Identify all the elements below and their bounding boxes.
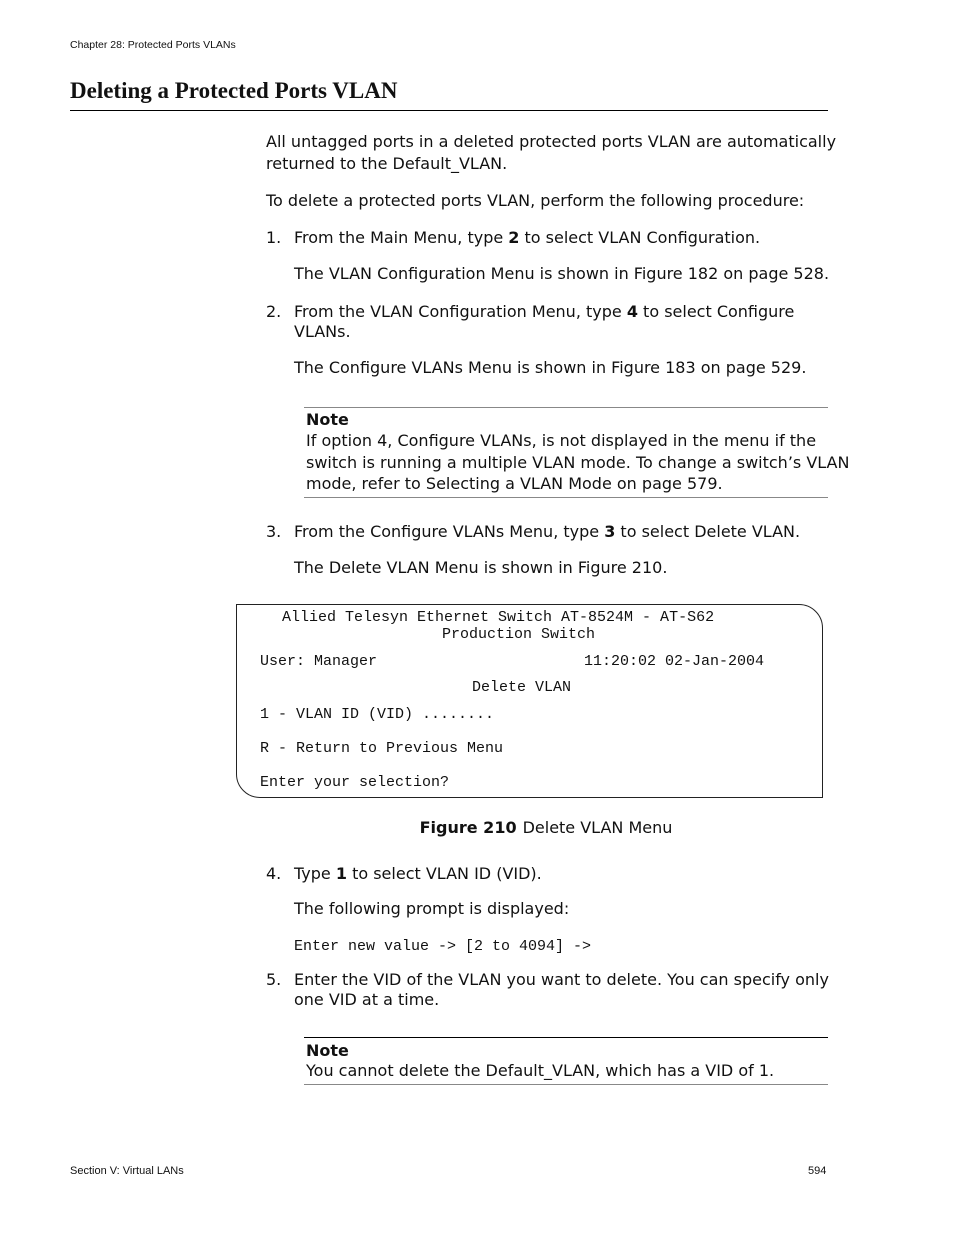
note-line: If option 4, Configure VLANs, is not displayed in the menu if the xyxy=(306,431,817,450)
screen-header-line-2: Production Switch xyxy=(442,626,596,643)
screen-menu-title: Delete VLAN xyxy=(472,679,572,696)
step-text-line-2: VLANs. xyxy=(294,322,351,341)
screen-user: User: Manager xyxy=(260,653,378,670)
step-text-line-2: one VID at a time. xyxy=(294,990,440,1009)
intro-line-1: All untagged ports in a deleted protected ports VLAN are automatically xyxy=(266,132,837,151)
screen-prompt: Enter your selection? xyxy=(260,774,450,791)
intro-line-3: To delete a protected ports VLAN, perform the following procedure: xyxy=(266,191,805,210)
screen-header-line-1: Allied Telesyn Ethernet Switch AT-8524M - AT-S62 xyxy=(282,609,715,626)
step-result: The Configure VLANs Menu is shown in Figure 183 on page 529. xyxy=(294,358,807,377)
step-result: The VLAN Configuration Menu is shown in Figure 182 on page 528. xyxy=(294,264,830,283)
note-top-rule xyxy=(304,1037,828,1038)
step-number: 3. xyxy=(266,522,282,541)
note-label: Note xyxy=(306,410,349,429)
screen-option-return: R - Return to Previous Menu xyxy=(260,740,504,757)
note-line: You cannot delete the Default_VLAN, which has a VID of 1. xyxy=(306,1061,775,1080)
step-text: From the Main Menu, type 2 to select VLAN Configuration. xyxy=(294,228,761,247)
note-line: mode, refer to Selecting a VLAN Mode on page 579. xyxy=(306,474,723,493)
figure-caption: Figure 210 Delete VLAN Menu xyxy=(419,818,673,837)
step-result: The Delete VLAN Menu is shown in Figure 210. xyxy=(294,558,668,577)
step-number: 5. xyxy=(266,970,282,989)
note-label: Note xyxy=(306,1041,349,1060)
title-rule xyxy=(70,110,828,111)
note-bottom-rule xyxy=(304,1084,828,1085)
step-number: 1. xyxy=(266,228,282,247)
running-head: Chapter 28: Protected Ports VLANs xyxy=(70,39,236,51)
step-number: 2. xyxy=(266,302,282,321)
section-title: Deleting a Protected Ports VLAN xyxy=(70,78,398,103)
step-text: From the Configure VLANs Menu, type 3 to select Delete VLAN. xyxy=(294,522,801,541)
intro-line-2: returned to the Default_VLAN. xyxy=(266,154,508,173)
footer-section: Section V: Virtual LANs xyxy=(70,1165,184,1177)
value-prompt: Enter new value -> [2 to 4094] -> xyxy=(294,938,592,955)
page-number: 594 xyxy=(808,1165,827,1177)
note-bottom-rule xyxy=(304,497,828,498)
step-number: 4. xyxy=(266,864,282,883)
step-text: From the VLAN Configuration Menu, type 4 to select Configure xyxy=(294,302,795,321)
step-result: The following prompt is displayed: xyxy=(294,899,570,918)
note-top-rule xyxy=(304,407,828,408)
screen-option-vlan-id: 1 - VLAN ID (VID) ........ xyxy=(260,706,495,723)
note-line: switch is running a multiple VLAN mode. To change a switch’s VLAN xyxy=(306,453,850,472)
screen-datetime: 11:20:02 02-Jan-2004 xyxy=(584,653,765,670)
step-text: Enter the VID of the VLAN you want to delete. You can specify only xyxy=(294,970,829,989)
step-text: Type 1 to select VLAN ID (VID). xyxy=(294,864,542,883)
